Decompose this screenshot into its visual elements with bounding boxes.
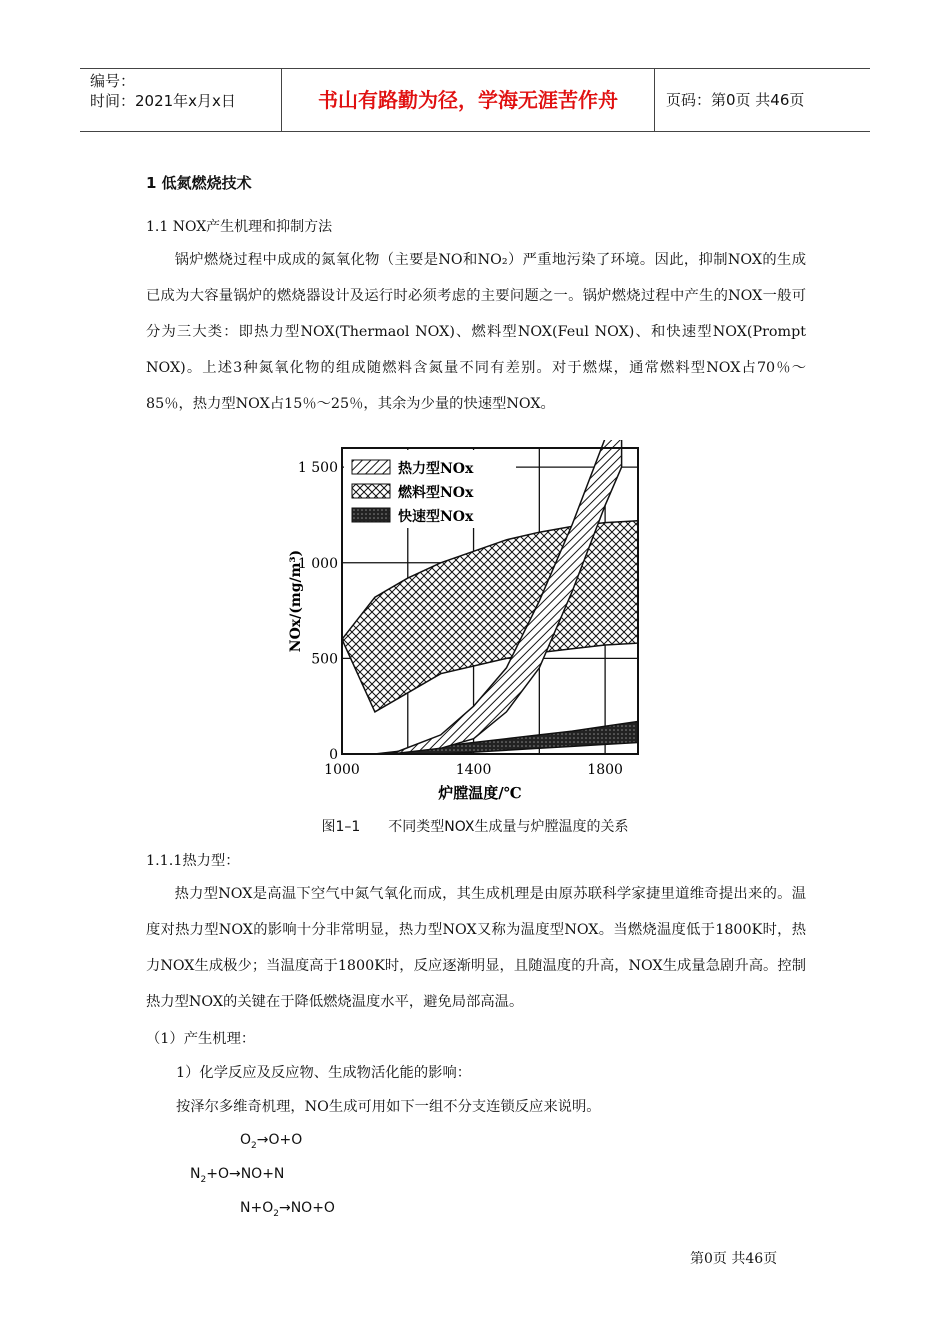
legend-label: 热力型NOx: [398, 461, 474, 477]
page-footer: 第0页 共46页: [690, 1251, 778, 1267]
legend-label: 快速型NOx: [398, 509, 474, 525]
y-axis-label: NOx/(mg/m³): [288, 549, 304, 653]
header-page-info: 页码：第0页 共46页: [666, 91, 805, 109]
x-tick-label: 1400: [455, 762, 492, 778]
y-tick-label: 1 500: [297, 460, 338, 477]
y-tick-label: 1 000: [297, 555, 338, 572]
header-date: 时间：2021年x月x日: [90, 92, 236, 110]
section-subtitle: 1.1 NOX产生机理和抑制方法: [146, 219, 333, 235]
legend-swatch: [352, 484, 390, 498]
legend-label: 燃料型NOx: [398, 485, 474, 501]
equation-2: $N_2+O\to NO+N$: [190, 1166, 285, 1185]
fuel-nox-band: [342, 521, 638, 712]
reaction-item: 1）化学反应及反应物、生成物活化能的影响：: [176, 1065, 472, 1081]
x-tick-label: 1800: [587, 762, 623, 778]
intro-paragraph: 锅炉燃烧过程中成成的氮氧化物（主要是NO和NO₂）严重地污染了环境。因此，抑制NOX的生成已成为大容量锅炉的燃烧器设计及运行时必须考虑的主要问题之一。锅炉燃烧过程中产生的NOX一般可分为三大类：即热力型NOX(Thermaol NOX)、燃料型NOX(Feul NOX)、和快速型NOX(Prompt NOX)。上述3种氮氧化物的组成随燃料含氮量不同有差别。对于燃煤，通常燃料型NOX占70％～85％，热力型NOX占15％～25％，其余为少量的快速型NOX。: [146, 252, 806, 412]
header-divider: [654, 69, 655, 131]
equation-1: $O_2\to O+O$: [240, 1132, 303, 1151]
header-meta: [90, 71, 236, 111]
explain-line: 按泽尔多维奇机理，NO生成可用如下一组不分支连锁反应来说明。: [176, 1099, 601, 1115]
legend-swatch: [352, 460, 390, 474]
thermal-title: 1.1.1热力型：: [146, 853, 240, 869]
x-axis-label: 炉膛温度/℃: [438, 784, 522, 802]
header-number: 编号：: [90, 72, 136, 90]
nox-temperature-chart: [280, 440, 650, 810]
legend-swatch: [352, 508, 390, 522]
x-tick-label: 1000: [324, 762, 360, 778]
section-title: 1 低氮燃烧技术: [146, 174, 252, 192]
y-tick-label: 0: [329, 747, 338, 763]
y-tick-label: 500: [311, 651, 338, 668]
header-motto: 书山有路勤为径，学海无涯苦作舟: [318, 88, 618, 112]
figure-caption: 图1–1 不同类型NOX生成量与炉膛温度的关系: [321, 819, 629, 835]
page-header: [80, 68, 870, 132]
mechanism-title: （1）产生机理：: [146, 1031, 256, 1047]
thermal-paragraph: 热力型NOX是高温下空气中氮气氧化而成，其生成机理是由原苏联科学家捷里道维奇提出来的。温度对热力型NOX的影响十分非常明显，热力型NOX又称为温度型NOX。当燃烧温度低于1800K时，热力NOX生成极少；当温度高于1800K时，反应逐渐明显，且随温度的升高，NOX生成量急剧升高。控制热力型NOX的关键在于降低燃烧温度水平，避免局部高温。: [146, 886, 806, 1010]
equation-3: $N+O_2\to NO+O$: [240, 1200, 335, 1219]
